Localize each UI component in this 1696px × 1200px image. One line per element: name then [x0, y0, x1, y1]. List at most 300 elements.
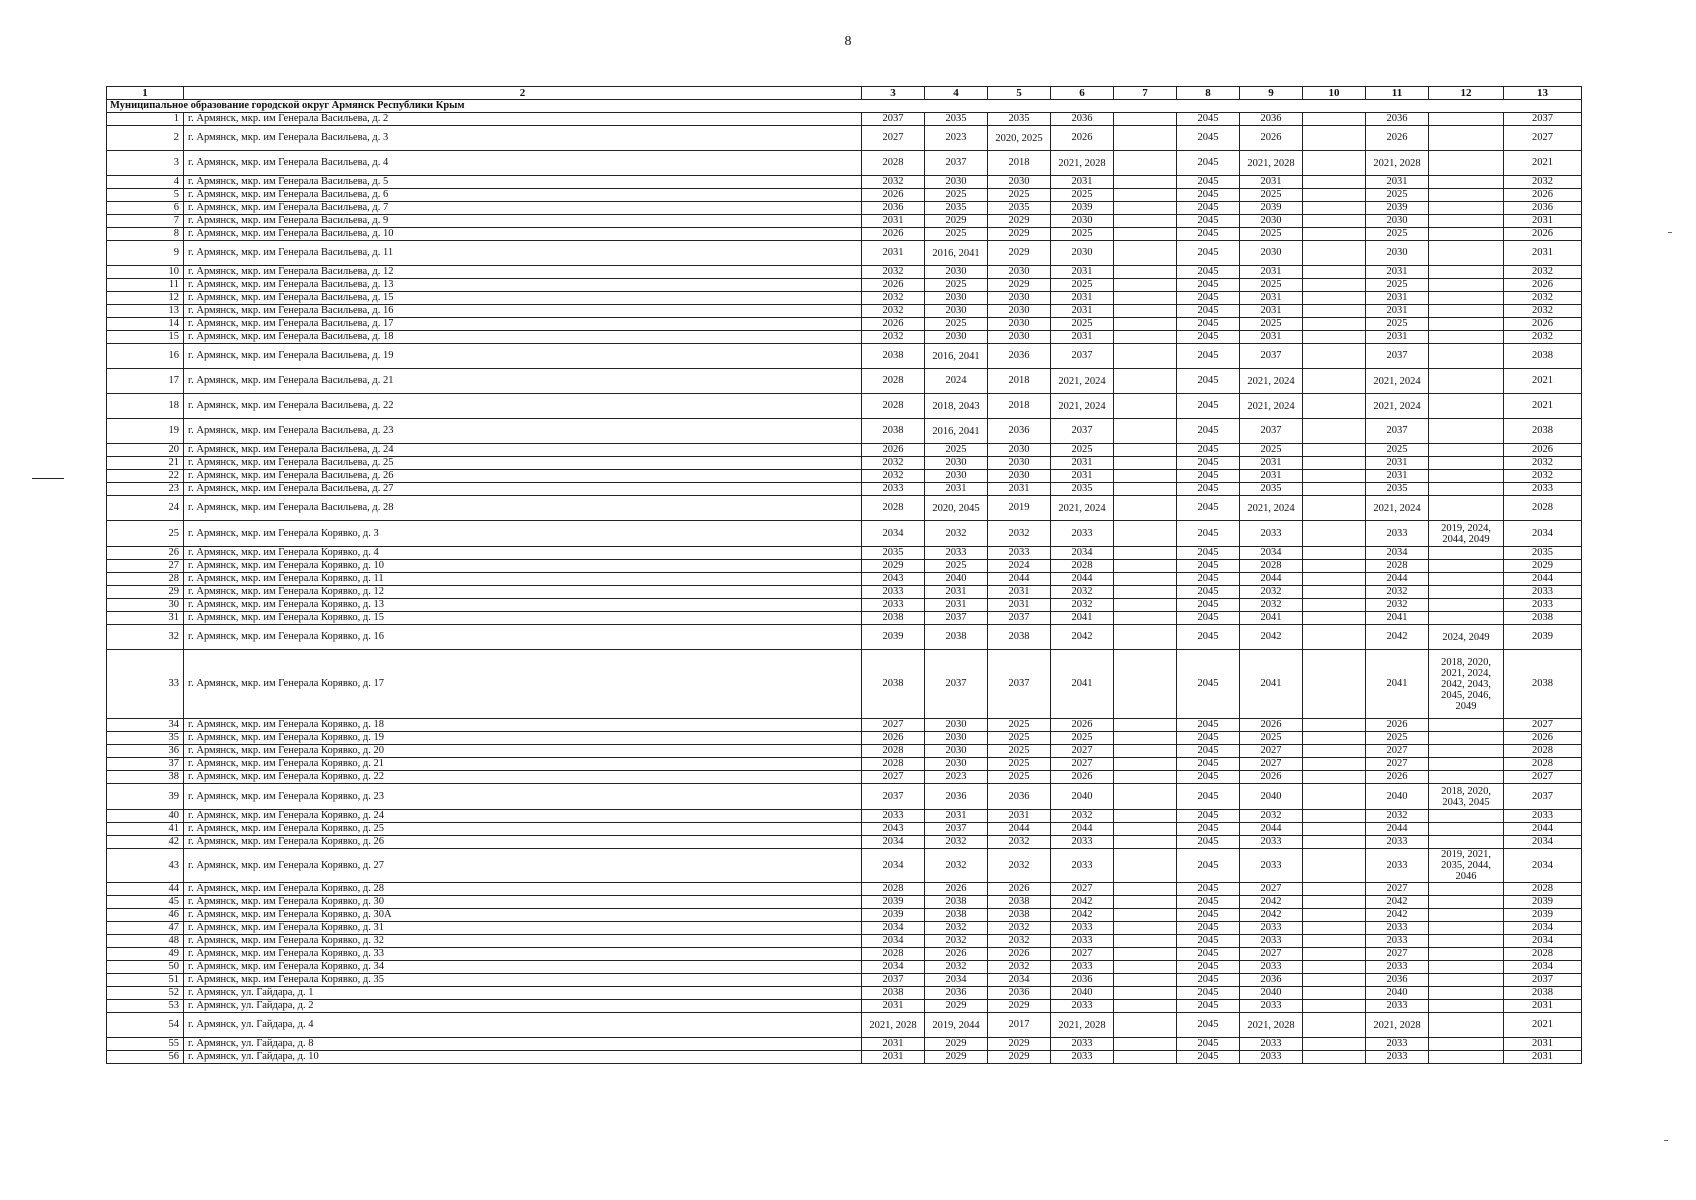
year-cell-col-10 [1303, 266, 1366, 279]
table-row [107, 279, 1582, 292]
year-cell-col-8: 2045 [1177, 771, 1240, 784]
year-cell-col-11: 2031 [1366, 176, 1429, 189]
year-cell-col-10 [1303, 987, 1366, 1000]
year-cell-col-4: 2016, 2041 [925, 419, 988, 444]
year-cell-col-13: 2034 [1504, 521, 1582, 547]
year-cell-col-9: 2021, 2028 [1240, 1013, 1303, 1038]
year-cell-col-10 [1303, 331, 1366, 344]
year-cell-col-11: 2044 [1366, 573, 1429, 586]
year-cell-col-6: 2042 [1051, 896, 1114, 909]
table-row [107, 599, 1582, 612]
year-cell-col-3: 2026 [862, 228, 925, 241]
year-cell-col-11: 2041 [1366, 650, 1429, 719]
year-cell-col-3: 2026 [862, 318, 925, 331]
table-row [107, 394, 1582, 419]
year-cell-col-13: 2028 [1504, 758, 1582, 771]
year-cell-col-8: 2045 [1177, 176, 1240, 189]
year-cell-col-6: 2042 [1051, 909, 1114, 922]
table-row [107, 758, 1582, 771]
year-cell-col-11: 2028 [1366, 560, 1429, 573]
row-number-cell: 1 [107, 113, 184, 126]
year-cell-col-5: 2030 [988, 292, 1051, 305]
year-cell-col-12 [1429, 586, 1504, 599]
year-cell-col-5: 2031 [988, 483, 1051, 496]
year-cell-col-5: 2037 [988, 650, 1051, 719]
year-cell-col-13: 2029 [1504, 560, 1582, 573]
year-cell-col-4: 2025 [925, 560, 988, 573]
table-row [107, 176, 1582, 189]
year-cell-col-5: 2032 [988, 521, 1051, 547]
year-cell-col-9: 2026 [1240, 719, 1303, 732]
year-cell-col-9: 2044 [1240, 573, 1303, 586]
year-cell-col-8: 2045 [1177, 745, 1240, 758]
year-cell-col-9: 2031 [1240, 457, 1303, 470]
year-cell-col-12 [1429, 987, 1504, 1000]
year-cell-col-3: 2035 [862, 547, 925, 560]
year-cell-col-9: 2031 [1240, 266, 1303, 279]
year-cell-col-11: 2035 [1366, 483, 1429, 496]
year-cell-col-7 [1114, 241, 1177, 266]
year-cell-col-10 [1303, 279, 1366, 292]
address-cell: г. Армянск, мкр. им Генерала Корявко, д. 35 [184, 974, 862, 987]
year-cell-col-3: 2027 [862, 771, 925, 784]
table-row [107, 369, 1582, 394]
year-cell-col-4: 2035 [925, 113, 988, 126]
year-cell-col-11: 2021, 2028 [1366, 1013, 1429, 1038]
year-cell-col-7 [1114, 771, 1177, 784]
year-cell-col-6: 2033 [1051, 1051, 1114, 1064]
year-cell-col-7 [1114, 732, 1177, 745]
year-cell-col-9: 2037 [1240, 344, 1303, 369]
year-cell-col-13: 2031 [1504, 241, 1582, 266]
year-cell-col-12: 2019, 2021, 2035, 2044, 2046 [1429, 849, 1504, 883]
year-cell-col-5: 2036 [988, 987, 1051, 1000]
year-cell-col-10 [1303, 745, 1366, 758]
year-cell-col-13: 2027 [1504, 126, 1582, 151]
year-cell-col-8: 2045 [1177, 948, 1240, 961]
row-number-cell: 22 [107, 470, 184, 483]
address-cell: г. Армянск, мкр. им Генерала Корявко, д. 32 [184, 935, 862, 948]
year-cell-col-5: 2038 [988, 909, 1051, 922]
year-cell-col-12 [1429, 547, 1504, 560]
year-cell-col-4: 2030 [925, 457, 988, 470]
year-cell-col-4: 2023 [925, 126, 988, 151]
year-cell-col-6: 2027 [1051, 883, 1114, 896]
year-cell-col-7 [1114, 266, 1177, 279]
year-cell-col-10 [1303, 1051, 1366, 1064]
address-cell: г. Армянск, мкр. им Генерала Васильева, д. 18 [184, 331, 862, 344]
row-number-cell: 14 [107, 318, 184, 331]
year-cell-col-5: 2024 [988, 560, 1051, 573]
section-title: Муниципальное образование городской округ Армянск Республики Крым [107, 100, 1582, 113]
year-cell-col-12 [1429, 483, 1504, 496]
year-cell-col-6: 2042 [1051, 625, 1114, 650]
year-cell-col-8: 2045 [1177, 922, 1240, 935]
year-cell-col-8: 2045 [1177, 883, 1240, 896]
year-cell-col-3: 2021, 2028 [862, 1013, 925, 1038]
year-cell-col-5: 2036 [988, 419, 1051, 444]
year-cell-col-12 [1429, 1038, 1504, 1051]
table-row [107, 948, 1582, 961]
year-cell-col-8: 2045 [1177, 419, 1240, 444]
address-cell: г. Армянск, ул. Гайдара, д. 10 [184, 1051, 862, 1064]
year-cell-col-9: 2032 [1240, 586, 1303, 599]
year-cell-col-9: 2031 [1240, 176, 1303, 189]
year-cell-col-12 [1429, 573, 1504, 586]
year-cell-col-11: 2031 [1366, 457, 1429, 470]
row-number-cell: 53 [107, 1000, 184, 1013]
address-cell: г. Армянск, мкр. им Генерала Корявко, д. 4 [184, 547, 862, 560]
year-cell-col-9: 2042 [1240, 896, 1303, 909]
year-cell-col-3: 2032 [862, 305, 925, 318]
year-cell-col-4: 2025 [925, 228, 988, 241]
year-cell-col-11: 2033 [1366, 1000, 1429, 1013]
year-cell-col-12 [1429, 113, 1504, 126]
row-number-cell: 21 [107, 457, 184, 470]
table-row [107, 1051, 1582, 1064]
year-cell-col-12 [1429, 457, 1504, 470]
year-cell-col-12 [1429, 1013, 1504, 1038]
year-cell-col-3: 2034 [862, 961, 925, 974]
year-cell-col-5: 2030 [988, 305, 1051, 318]
year-cell-col-6: 2033 [1051, 1000, 1114, 1013]
table-row [107, 470, 1582, 483]
year-cell-col-3: 2033 [862, 810, 925, 823]
year-cell-col-11: 2032 [1366, 599, 1429, 612]
year-cell-col-13: 2028 [1504, 883, 1582, 896]
year-cell-col-7 [1114, 987, 1177, 1000]
year-cell-col-9: 2028 [1240, 560, 1303, 573]
table-row [107, 305, 1582, 318]
year-cell-col-6: 2032 [1051, 586, 1114, 599]
year-cell-col-7 [1114, 176, 1177, 189]
year-cell-col-13: 2037 [1504, 113, 1582, 126]
year-cell-col-12: 2018, 2020, 2043, 2045 [1429, 784, 1504, 810]
address-cell: г. Армянск, мкр. им Генерала Корявко, д. 27 [184, 849, 862, 883]
year-cell-col-6: 2025 [1051, 228, 1114, 241]
year-cell-col-9: 2031 [1240, 292, 1303, 305]
year-cell-col-9: 2025 [1240, 189, 1303, 202]
address-cell: г. Армянск, мкр. им Генерала Васильева, д. 16 [184, 305, 862, 318]
year-cell-col-6: 2030 [1051, 241, 1114, 266]
year-cell-col-10 [1303, 732, 1366, 745]
table-row [107, 344, 1582, 369]
year-cell-col-5: 2017 [988, 1013, 1051, 1038]
year-cell-col-4: 2030 [925, 745, 988, 758]
year-cell-col-4: 2030 [925, 732, 988, 745]
year-cell-col-7 [1114, 573, 1177, 586]
year-cell-col-3: 2032 [862, 331, 925, 344]
year-cell-col-4: 2037 [925, 823, 988, 836]
year-cell-col-5: 2025 [988, 732, 1051, 745]
year-cell-col-3: 2033 [862, 586, 925, 599]
year-cell-col-11: 2042 [1366, 909, 1429, 922]
year-cell-col-5: 2044 [988, 823, 1051, 836]
year-cell-col-3: 2028 [862, 369, 925, 394]
year-cell-col-10 [1303, 961, 1366, 974]
year-cell-col-7 [1114, 745, 1177, 758]
year-cell-col-5: 2029 [988, 1000, 1051, 1013]
year-cell-col-3: 2038 [862, 650, 925, 719]
year-cell-col-13: 2034 [1504, 961, 1582, 974]
year-cell-col-5: 2025 [988, 745, 1051, 758]
table-row [107, 560, 1582, 573]
year-cell-col-7 [1114, 457, 1177, 470]
year-cell-col-5: 2025 [988, 719, 1051, 732]
year-cell-col-3: 2039 [862, 909, 925, 922]
address-cell: г. Армянск, мкр. им Генерала Корявко, д. 28 [184, 883, 862, 896]
year-cell-col-3: 2038 [862, 344, 925, 369]
row-number-cell: 49 [107, 948, 184, 961]
year-cell-col-3: 2034 [862, 922, 925, 935]
year-cell-col-7 [1114, 113, 1177, 126]
table-row [107, 719, 1582, 732]
year-cell-col-9: 2030 [1240, 215, 1303, 228]
year-cell-col-10 [1303, 483, 1366, 496]
address-cell: г. Армянск, мкр. им Генерала Корявко, д. 26 [184, 836, 862, 849]
year-cell-col-7 [1114, 883, 1177, 896]
year-cell-col-10 [1303, 836, 1366, 849]
year-cell-col-4: 2029 [925, 1038, 988, 1051]
year-cell-col-5: 2030 [988, 470, 1051, 483]
address-cell: г. Армянск, мкр. им Генерала Корявко, д. 25 [184, 823, 862, 836]
year-cell-col-8: 2045 [1177, 457, 1240, 470]
year-cell-col-8: 2045 [1177, 331, 1240, 344]
year-cell-col-12 [1429, 948, 1504, 961]
year-cell-col-5: 2026 [988, 948, 1051, 961]
year-cell-col-8: 2045 [1177, 1038, 1240, 1051]
year-cell-col-6: 2027 [1051, 758, 1114, 771]
table-row [107, 292, 1582, 305]
year-cell-col-4: 2031 [925, 586, 988, 599]
year-cell-col-9: 2033 [1240, 1051, 1303, 1064]
year-cell-col-10 [1303, 1038, 1366, 1051]
row-number-cell: 30 [107, 599, 184, 612]
row-number-cell: 55 [107, 1038, 184, 1051]
year-cell-col-9: 2033 [1240, 836, 1303, 849]
row-number-cell: 27 [107, 560, 184, 573]
year-cell-col-12 [1429, 836, 1504, 849]
year-cell-col-5: 2018 [988, 394, 1051, 419]
year-cell-col-9: 2031 [1240, 331, 1303, 344]
row-number-cell: 4 [107, 176, 184, 189]
table-row [107, 883, 1582, 896]
year-cell-col-10 [1303, 369, 1366, 394]
row-number-cell: 23 [107, 483, 184, 496]
year-cell-col-6: 2021, 2024 [1051, 496, 1114, 521]
row-number-cell: 20 [107, 444, 184, 457]
year-cell-col-11: 2031 [1366, 266, 1429, 279]
column-header: 4 [925, 87, 988, 100]
table-row [107, 745, 1582, 758]
year-cell-col-7 [1114, 719, 1177, 732]
year-cell-col-3: 2032 [862, 292, 925, 305]
address-cell: г. Армянск, ул. Гайдара, д. 2 [184, 1000, 862, 1013]
year-cell-col-8: 2045 [1177, 974, 1240, 987]
year-cell-col-3: 2026 [862, 732, 925, 745]
year-cell-col-3: 2032 [862, 266, 925, 279]
year-cell-col-8: 2045 [1177, 896, 1240, 909]
table-row [107, 113, 1582, 126]
year-cell-col-8: 2045 [1177, 126, 1240, 151]
year-cell-col-9: 2027 [1240, 745, 1303, 758]
year-cell-col-12 [1429, 189, 1504, 202]
year-cell-col-4: 2030 [925, 176, 988, 189]
address-cell: г. Армянск, мкр. им Генерала Васильева, д. 15 [184, 292, 862, 305]
address-cell: г. Армянск, мкр. им Генерала Васильева, д. 9 [184, 215, 862, 228]
year-cell-col-8: 2045 [1177, 521, 1240, 547]
table-row [107, 896, 1582, 909]
year-cell-col-6: 2030 [1051, 215, 1114, 228]
table-row [107, 573, 1582, 586]
year-cell-col-8: 2045 [1177, 599, 1240, 612]
year-cell-col-3: 2026 [862, 279, 925, 292]
row-number-cell: 3 [107, 151, 184, 176]
margin-dot [1664, 1140, 1668, 1141]
row-number-cell: 46 [107, 909, 184, 922]
year-cell-col-7 [1114, 419, 1177, 444]
year-cell-col-9: 2036 [1240, 113, 1303, 126]
year-cell-col-11: 2033 [1366, 922, 1429, 935]
year-cell-col-9: 2025 [1240, 318, 1303, 331]
year-cell-col-6: 2032 [1051, 599, 1114, 612]
column-header: 7 [1114, 87, 1177, 100]
year-cell-col-5: 2036 [988, 344, 1051, 369]
year-cell-col-7 [1114, 974, 1177, 987]
year-cell-col-3: 2034 [862, 935, 925, 948]
year-cell-col-8: 2045 [1177, 1051, 1240, 1064]
year-cell-col-13: 2031 [1504, 1000, 1582, 1013]
year-cell-col-8: 2045 [1177, 758, 1240, 771]
year-cell-col-5: 2029 [988, 228, 1051, 241]
year-cell-col-3: 2031 [862, 241, 925, 266]
year-cell-col-6: 2031 [1051, 457, 1114, 470]
year-cell-col-6: 2025 [1051, 732, 1114, 745]
year-cell-col-5: 2032 [988, 961, 1051, 974]
year-cell-col-13: 2026 [1504, 189, 1582, 202]
row-number-cell: 29 [107, 586, 184, 599]
year-cell-col-5: 2029 [988, 241, 1051, 266]
year-cell-col-9: 2031 [1240, 305, 1303, 318]
year-cell-col-4: 2025 [925, 444, 988, 457]
year-cell-col-5: 2036 [988, 784, 1051, 810]
year-cell-col-4: 2032 [925, 961, 988, 974]
year-cell-col-4: 2030 [925, 719, 988, 732]
year-cell-col-4: 2038 [925, 625, 988, 650]
year-cell-col-4: 2025 [925, 318, 988, 331]
year-cell-col-3: 2037 [862, 113, 925, 126]
column-header: 10 [1303, 87, 1366, 100]
year-cell-col-10 [1303, 444, 1366, 457]
year-cell-col-9: 2027 [1240, 883, 1303, 896]
year-cell-col-7 [1114, 758, 1177, 771]
year-cell-col-11: 2021, 2028 [1366, 151, 1429, 176]
year-cell-col-8: 2045 [1177, 305, 1240, 318]
year-cell-col-5: 2019 [988, 496, 1051, 521]
year-cell-col-4: 2018, 2043 [925, 394, 988, 419]
year-cell-col-11: 2026 [1366, 771, 1429, 784]
table-row [107, 483, 1582, 496]
year-cell-col-10 [1303, 176, 1366, 189]
year-cell-col-7 [1114, 470, 1177, 483]
year-cell-col-9: 2025 [1240, 444, 1303, 457]
address-cell: г. Армянск, мкр. им Генерала Корявко, д. 30 [184, 896, 862, 909]
table-row [107, 849, 1582, 883]
year-cell-col-7 [1114, 394, 1177, 419]
year-cell-col-6: 2031 [1051, 305, 1114, 318]
year-cell-col-4: 2032 [925, 849, 988, 883]
year-cell-col-7 [1114, 331, 1177, 344]
table-row [107, 151, 1582, 176]
year-cell-col-4: 2020, 2045 [925, 496, 988, 521]
table-row [107, 987, 1582, 1000]
table-row [107, 1000, 1582, 1013]
year-cell-col-6: 2033 [1051, 1038, 1114, 1051]
year-cell-col-10 [1303, 305, 1366, 318]
year-cell-col-5: 2030 [988, 318, 1051, 331]
row-number-cell: 47 [107, 922, 184, 935]
year-cell-col-9: 2025 [1240, 279, 1303, 292]
year-cell-col-12 [1429, 496, 1504, 521]
year-cell-col-10 [1303, 586, 1366, 599]
year-cell-col-13: 2028 [1504, 745, 1582, 758]
address-cell: г. Армянск, мкр. им Генерала Корявко, д. 20 [184, 745, 862, 758]
year-cell-col-3: 2031 [862, 1000, 925, 1013]
year-cell-col-6: 2033 [1051, 922, 1114, 935]
year-cell-col-12 [1429, 961, 1504, 974]
year-cell-col-9: 2036 [1240, 974, 1303, 987]
year-cell-col-3: 2034 [862, 836, 925, 849]
row-number-cell: 24 [107, 496, 184, 521]
year-cell-col-4: 2032 [925, 836, 988, 849]
year-cell-col-8: 2045 [1177, 732, 1240, 745]
year-cell-col-11: 2031 [1366, 331, 1429, 344]
row-number-cell: 40 [107, 810, 184, 823]
year-cell-col-6: 2031 [1051, 292, 1114, 305]
year-cell-col-5: 2030 [988, 331, 1051, 344]
year-cell-col-8: 2045 [1177, 719, 1240, 732]
year-cell-col-4: 2032 [925, 922, 988, 935]
address-cell: г. Армянск, мкр. им Генерала Васильева, д. 21 [184, 369, 862, 394]
year-cell-col-8: 2045 [1177, 836, 1240, 849]
year-cell-col-10 [1303, 241, 1366, 266]
year-cell-col-7 [1114, 961, 1177, 974]
year-cell-col-4: 2030 [925, 758, 988, 771]
year-cell-col-6: 2021, 2024 [1051, 394, 1114, 419]
year-cell-col-13: 2039 [1504, 896, 1582, 909]
year-cell-col-13: 2032 [1504, 305, 1582, 318]
year-cell-col-6: 2033 [1051, 961, 1114, 974]
row-number-cell: 32 [107, 625, 184, 650]
address-cell: г. Армянск, мкр. им Генерала Корявко, д. 13 [184, 599, 862, 612]
row-number-cell: 54 [107, 1013, 184, 1038]
year-cell-col-3: 2027 [862, 719, 925, 732]
row-number-cell: 44 [107, 883, 184, 896]
year-cell-col-8: 2045 [1177, 470, 1240, 483]
year-cell-col-7 [1114, 547, 1177, 560]
year-cell-col-9: 2031 [1240, 470, 1303, 483]
year-cell-col-9: 2037 [1240, 419, 1303, 444]
table-row [107, 266, 1582, 279]
year-cell-col-11: 2027 [1366, 758, 1429, 771]
table-row [107, 650, 1582, 719]
address-cell: г. Армянск, мкр. им Генерала Васильева, д. 6 [184, 189, 862, 202]
year-cell-col-6: 2041 [1051, 650, 1114, 719]
year-cell-col-12 [1429, 318, 1504, 331]
column-header: 8 [1177, 87, 1240, 100]
year-cell-col-4: 2030 [925, 305, 988, 318]
year-cell-col-13: 2036 [1504, 202, 1582, 215]
